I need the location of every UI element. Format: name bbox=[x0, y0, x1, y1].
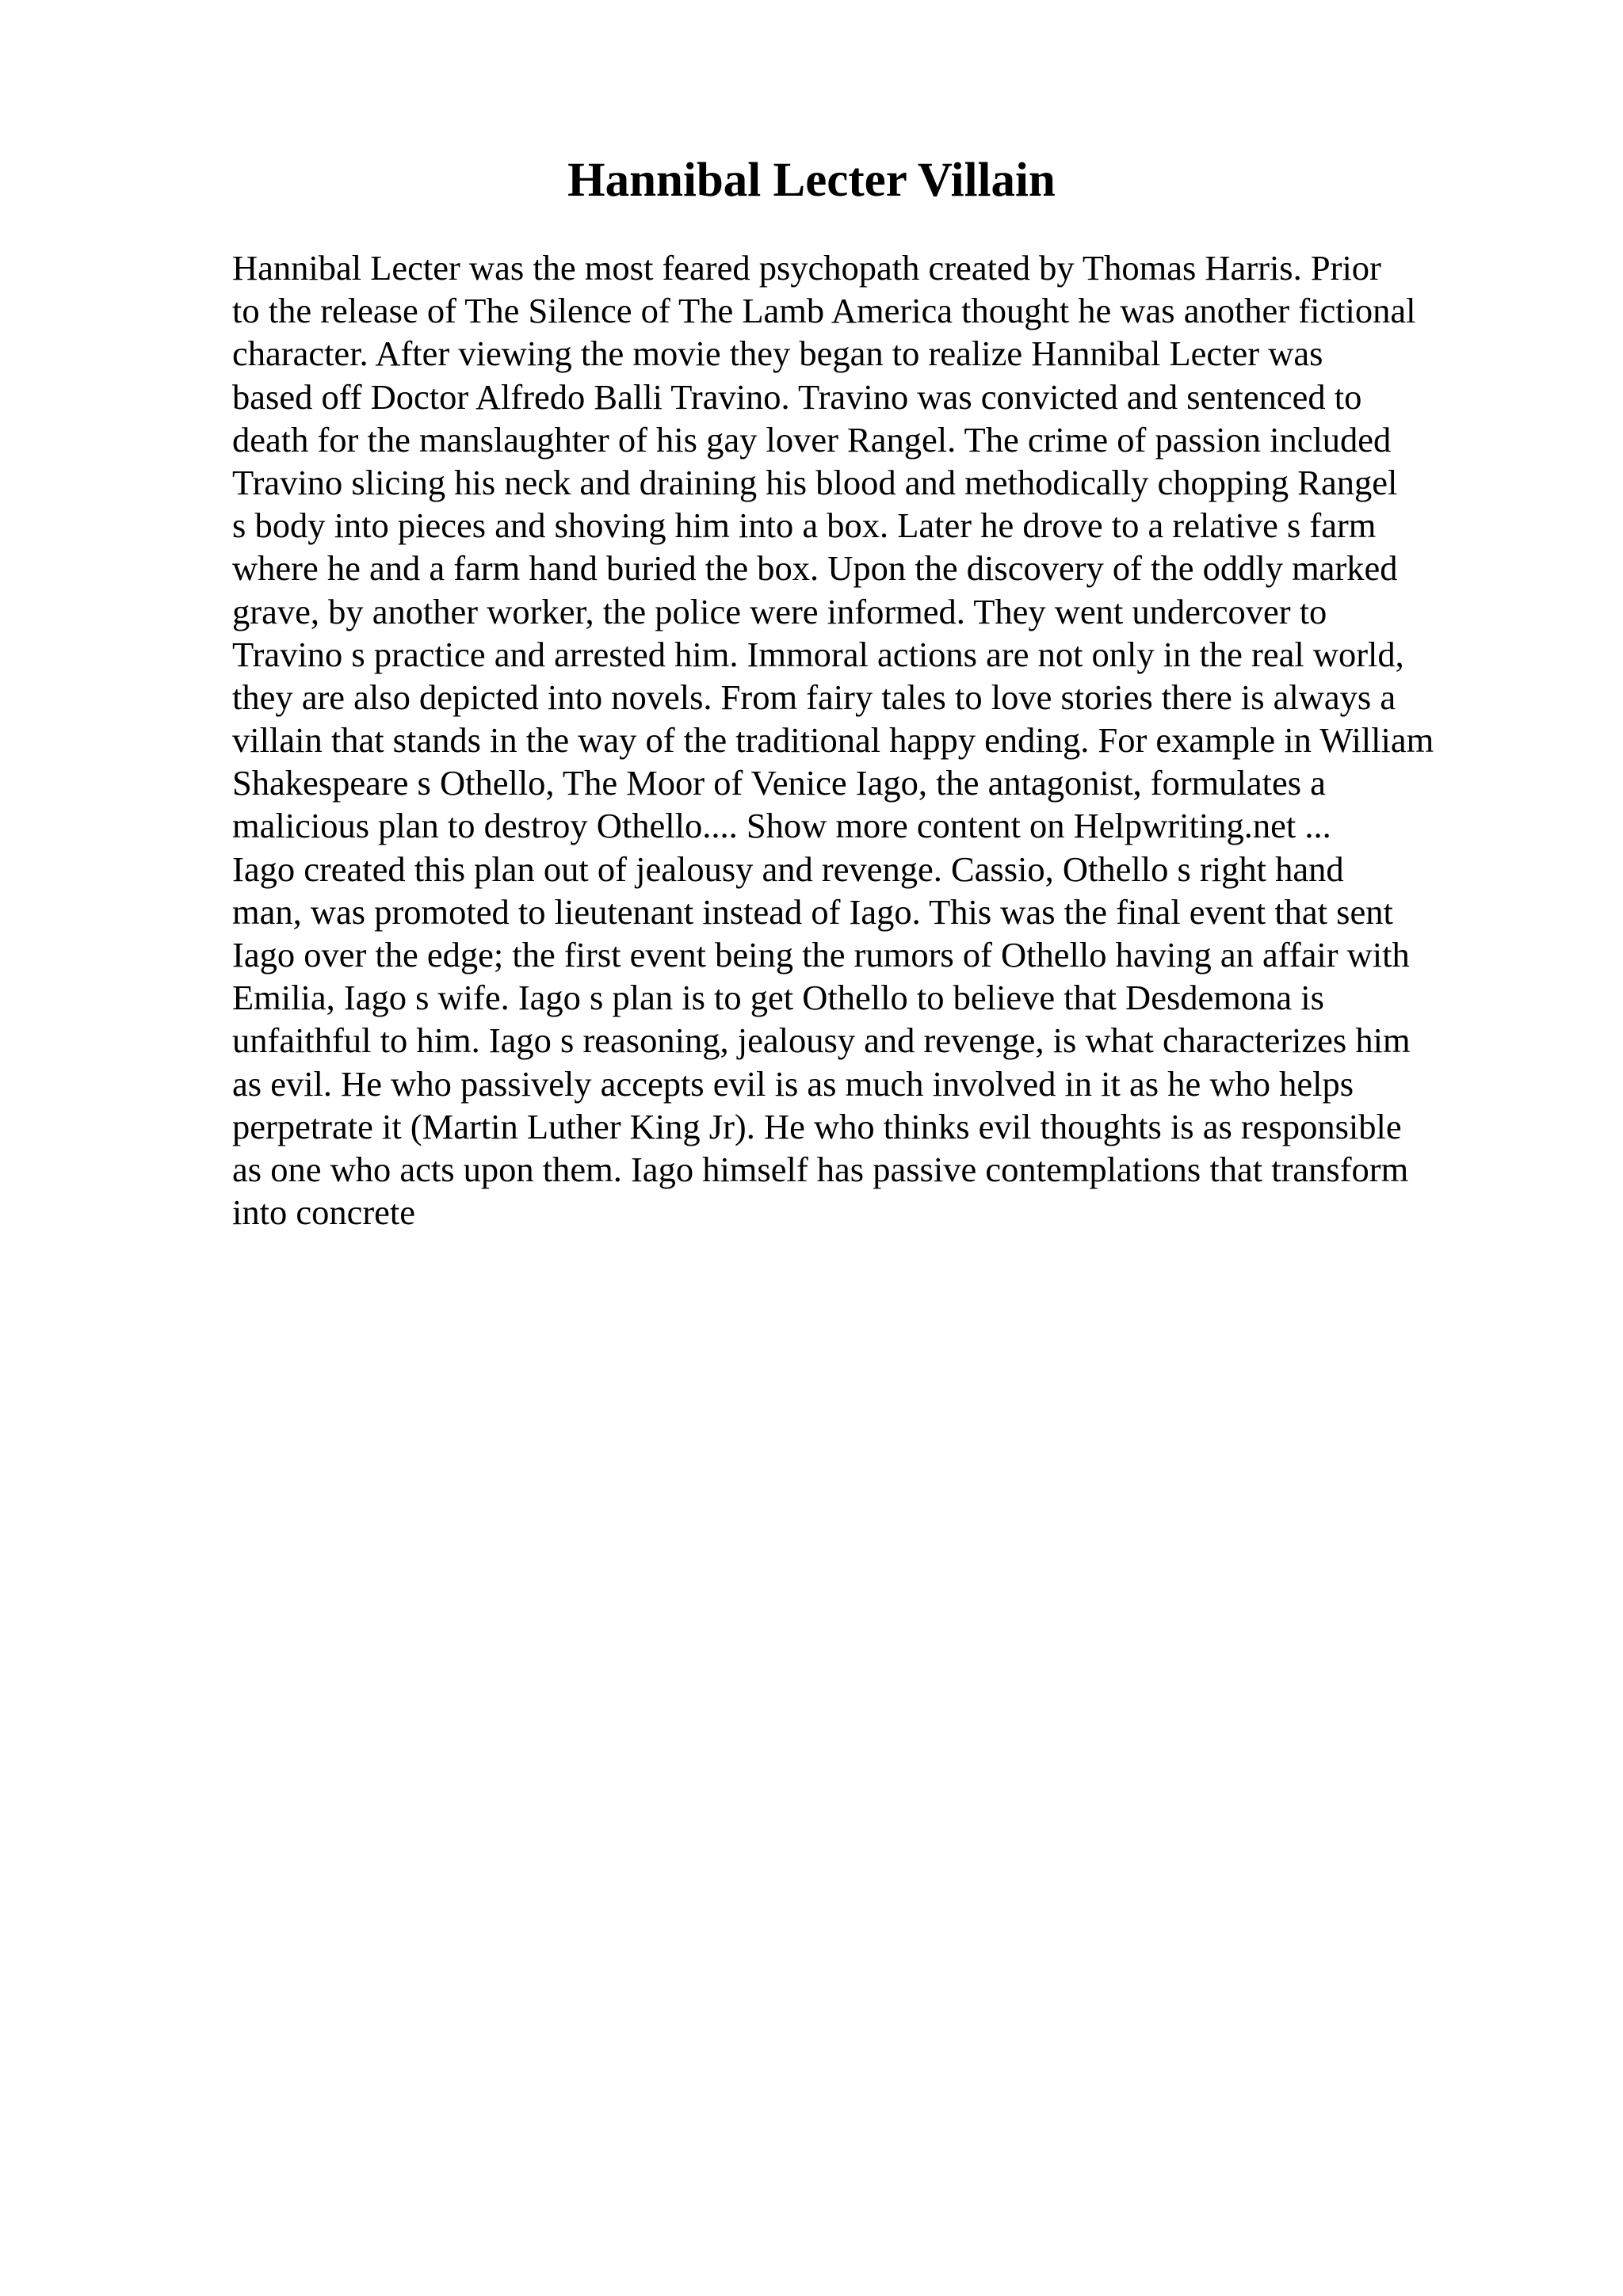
body-line: where he and a farm hand buried the box. Upon the discovery of the oddly marked bbox=[232, 548, 1398, 589]
body-line: man, was promoted to lieutenant instead of Iago. This was the final event that sent bbox=[232, 891, 1393, 932]
body-line: malicious plan to destroy Othello.... Show more content on Helpwriting.net ... bbox=[232, 806, 1331, 846]
body-line: Iago created this plan out of jealousy and revenge. Cassio, Othello s right hand bbox=[232, 849, 1344, 889]
body-line: as evil. He who passively accepts evil is as much involved in it as he who helps bbox=[232, 1063, 1354, 1104]
body-line: they are also depicted into novels. From fairy tales to love stories there is always a bbox=[232, 677, 1396, 717]
body-line: grave, by another worker, the police were informed. They went undercover to bbox=[232, 591, 1327, 631]
body-line: Hannibal Lecter was the most feared psychopath created by Thomas Harris. Prior bbox=[232, 248, 1381, 288]
body-line: death for the manslaughter of his gay lover Rangel. The crime of passion included bbox=[232, 419, 1392, 460]
document-body bbox=[232, 246, 1540, 1234]
body-line: based off Doctor Alfredo Balli Travino. Travino was convicted and sentenced to bbox=[232, 376, 1362, 417]
body-line: Emilia, Iago s wife. Iago s plan is to get Othello to believe that Desdemona is bbox=[232, 978, 1324, 1018]
body-line: character. After viewing the movie they began to realize Hannibal Lecter was bbox=[232, 334, 1323, 374]
body-line: s body into pieces and shoving him into a box. Later he drove to a relative s farm bbox=[232, 505, 1377, 546]
body-line: perpetrate it (Martin Luther King Jr). He who thinks evil thoughts is as responsible bbox=[232, 1106, 1402, 1146]
body-line: as one who acts upon them. Iago himself has passive contemplations that transform bbox=[232, 1149, 1409, 1189]
body-line: Shakespeare s Othello, The Moor of Venice Iago, the antagonist, formulates a bbox=[232, 763, 1326, 803]
body-line: Travino s practice and arrested him. Immoral actions are not only in the real world, bbox=[232, 634, 1404, 674]
body-line: into concrete bbox=[232, 1192, 416, 1233]
body-line: to the release of The Silence of The Lamb America thought he was another fictional bbox=[232, 291, 1416, 331]
body-line: unfaithful to him. Iago s reasoning, jealousy and revenge, is what characterizes him bbox=[232, 1020, 1411, 1061]
body-line: villain that stands in the way of the traditional happy ending. For example in William bbox=[232, 720, 1434, 761]
document-title: Hannibal Lecter Villain bbox=[567, 154, 1056, 207]
body-line: Iago over the edge; the first event being the rumors of Othello having an affair with bbox=[232, 935, 1410, 974]
body-line: Travino slicing his neck and draining his blood and methodically chopping Rangel bbox=[232, 462, 1398, 502]
